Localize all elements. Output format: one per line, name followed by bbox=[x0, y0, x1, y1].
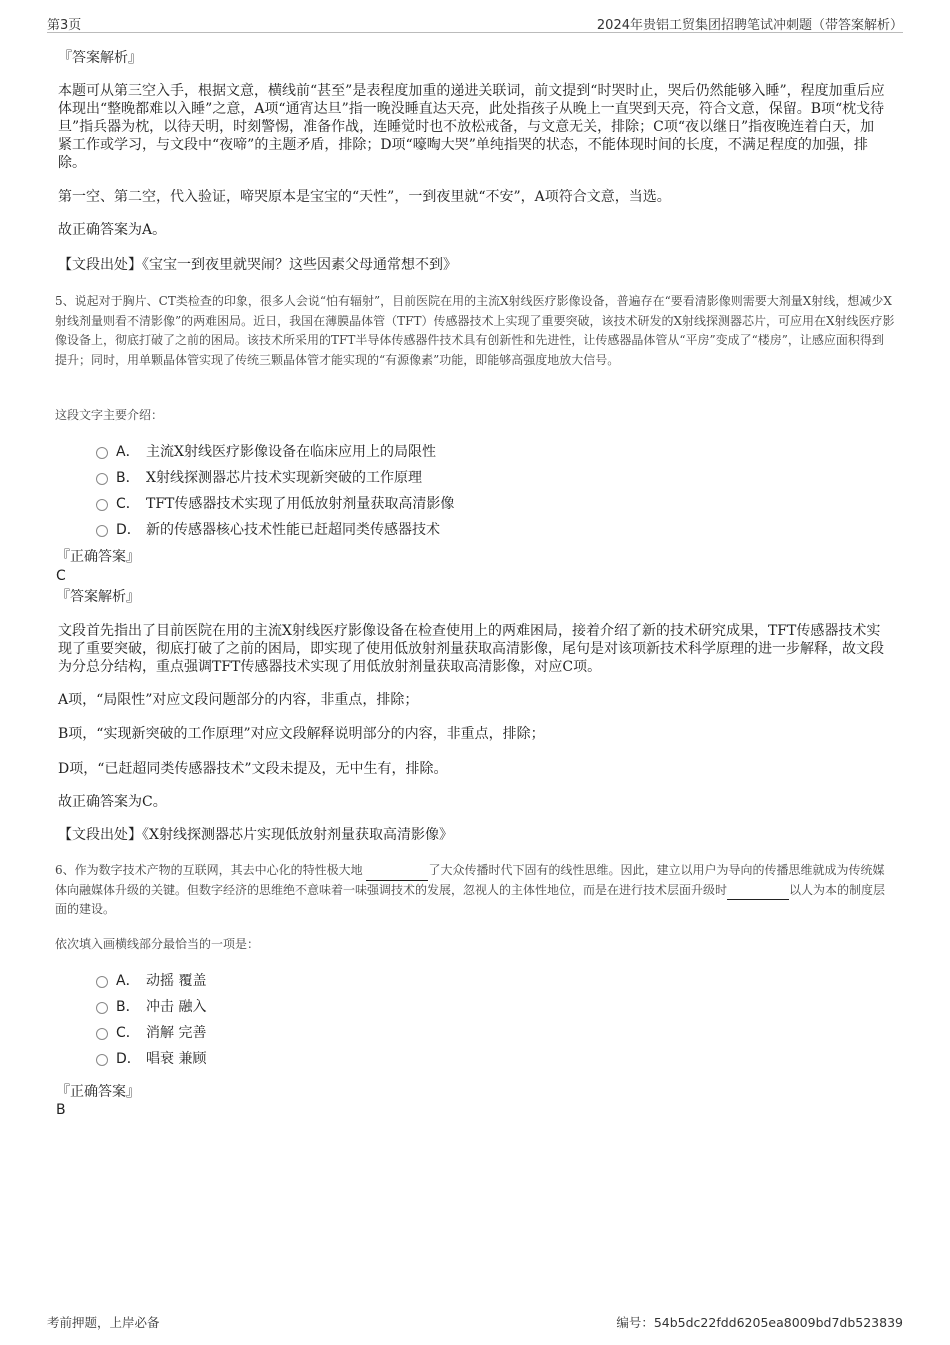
q5-option-d[interactable] bbox=[96, 516, 454, 542]
document-title: 2024年贵铝工贸集团招聘笔试冲刺题（带答案解析） bbox=[596, 18, 903, 33]
q5-answer: C bbox=[56, 568, 66, 584]
q5-conclusion: 故正确答案为C。 bbox=[58, 794, 167, 810]
q5-options bbox=[96, 438, 454, 542]
option-text: TFT传感器技术实现了用低放射剂量获取高清影像 bbox=[146, 496, 455, 512]
q5-source: 【文段出处】《X射线探测器芯片实现低放射剂量获取高清影像》 bbox=[58, 827, 453, 843]
option-text: X射线探测器芯片技术实现新突破的工作原理 bbox=[146, 470, 422, 486]
q5-prompt: 这段文字主要介绍： bbox=[55, 408, 164, 422]
q6-option-c[interactable] bbox=[96, 1019, 206, 1045]
option-letter: B． bbox=[116, 470, 140, 486]
radio-icon[interactable] bbox=[96, 976, 108, 988]
q6-stem-part2: 了大众传播时代下固有的线性思维。因此，建立以用户为导向的传播思维就成为传统媒体向融媒体升级的关键。但数字经济的思维绝不意味着一味强调技术的发展，忽视人的主体性地位，而是在进行技术层面升级时 bbox=[55, 863, 885, 897]
q6-options bbox=[96, 967, 206, 1071]
option-letter: B． bbox=[116, 999, 140, 1015]
radio-icon[interactable] bbox=[96, 1054, 108, 1066]
q6-stem-part1: 6、作为数字技术产物的互联网，其去中心化的特性极大地 bbox=[55, 863, 367, 877]
q6-stem-part3: 以人为本的制度层面的建设。 bbox=[55, 882, 886, 916]
q5-note-d: D项，“已赶超同类传感器技术”文段未提及，无中生有，排除。 bbox=[58, 761, 448, 777]
radio-icon[interactable] bbox=[96, 499, 108, 511]
option-letter: D． bbox=[116, 522, 141, 538]
option-text: 消解 完善 bbox=[146, 1025, 207, 1041]
q6-stem bbox=[55, 861, 895, 920]
q5-option-a[interactable] bbox=[96, 438, 454, 464]
q5-answer-heading: 『正确答案』 bbox=[56, 549, 140, 565]
q6-option-d[interactable] bbox=[96, 1045, 206, 1071]
q5-note-b: B项，“实现新突破的工作原理”对应文段解释说明部分的内容，非重点，排除； bbox=[58, 726, 545, 742]
document-id: 编号：54b5dc22fdd6205ea8009bd7db523839 bbox=[616, 1315, 903, 1330]
page-footer bbox=[47, 1313, 903, 1331]
page-header bbox=[47, 12, 903, 33]
q5-analysis-heading: 『答案解析』 bbox=[56, 589, 140, 605]
option-letter: A． bbox=[116, 444, 140, 460]
radio-icon[interactable] bbox=[96, 447, 108, 459]
radio-icon[interactable] bbox=[96, 473, 108, 485]
q4-source: 【文段出处】《宝宝一到夜里就哭闹？这些因素父母通常想不到》 bbox=[58, 257, 457, 273]
page-number: 第3页 bbox=[47, 18, 82, 33]
q5-stem: 5、说起对于胸片、CT类检查的印象，很多人会说“怕有辐射”，目前医院在用的主流X射线医疗影像设备，普遍存在“要看清影像则需要大剂量X射线，想减少X射线剂量则看不清影像”的两难困局。近日，我国在薄膜晶体管（TFT）传感器技术上实现了重要突破，该技术研发的X射线探测器芯片，可应用在X射线医疗影像设备上，彻底打破了之前的困局。该技术所采用的TFT半导体传感器件技术具有创新性和先进性，让传感器晶体管从“平房”变成了“楼房”，让感应面积得到提升；同时，用单颗晶体管实现了传统三颗晶体管才能实现的“有源像素”功能，即能够高强度地放大信号。 bbox=[55, 294, 895, 367]
q5-analysis-text: 文段首先指出了目前医院在用的主流X射线医疗影像设备在检查使用上的两难困局，接着介绍了新的技术研究成果，TFT传感器技术实现了重要突破，彻底打破了之前的困局，即实现了使用低放射剂量获取高清影像，尾句是对该项新技术科学原理的进一步解释，故文段为分总分结构，重点强调TFT传感器技术实现了用低放射剂量获取高清影像，对应C项。 bbox=[58, 623, 884, 675]
option-text: 新的传感器核心技术性能已赶超同类传感器技术 bbox=[146, 522, 440, 538]
q4-conclusion: 故正确答案为A。 bbox=[58, 222, 167, 238]
radio-icon[interactable] bbox=[96, 525, 108, 537]
q4-analysis-heading: 『答案解析』 bbox=[58, 50, 142, 66]
option-text: 冲击 融入 bbox=[146, 999, 207, 1015]
q5-option-c[interactable] bbox=[96, 490, 454, 516]
q5-option-b[interactable] bbox=[96, 464, 454, 490]
option-letter: C． bbox=[116, 1025, 140, 1041]
q6-blank-2 bbox=[727, 887, 789, 900]
q4-verify-text: 第一空、第二空，代入验证，啼哭原本是宝宝的“天性”，一到夜里就“不安”，A项符合文意，当选。 bbox=[58, 189, 671, 205]
q6-prompt: 依次填入画横线部分最恰当的一项是： bbox=[55, 937, 260, 951]
q6-option-a[interactable] bbox=[96, 967, 206, 993]
q5-note-a: A项，“局限性”对应文段问题部分的内容，非重点，排除； bbox=[58, 692, 419, 708]
q4-analysis-text: 本题可从第三空入手，根据文意，横线前“甚至”是表程度加重的递进关联词，前文提到“时哭时止，哭后仍然能够入睡”，程度加重后应体现出“整晚都难以入睡”之意，A项“通宵达旦”指一晚没睡直达天亮，此处指孩子从晚上一直哭到天亮，符合文意，保留。B项“枕戈待旦”指兵器为枕，以待天明，时刻警惕，准备作战，连睡觉时也不放松戒备，与文意无关，排除；C项“夜以继日”指夜晚连着白天，加紧工作或学习，与文段中“夜啼”的主题矛盾，排除；D项“嚎啕大哭”单纯指哭的状态，不能体现时间的长度，不满足程度的加强，排除。 bbox=[58, 83, 885, 171]
option-text: 唱衰 兼顾 bbox=[146, 1051, 207, 1067]
q6-option-b[interactable] bbox=[96, 993, 206, 1019]
radio-icon[interactable] bbox=[96, 1002, 108, 1014]
q6-blank-1 bbox=[366, 868, 428, 881]
option-letter: C． bbox=[116, 496, 140, 512]
q6-answer-heading: 『正确答案』 bbox=[56, 1084, 140, 1100]
option-text: 动摇 覆盖 bbox=[146, 973, 207, 989]
q6-answer: B bbox=[56, 1102, 66, 1118]
option-text: 主流X射线医疗影像设备在临床应用上的局限性 bbox=[146, 444, 436, 460]
radio-icon[interactable] bbox=[96, 1028, 108, 1040]
footer-slogan: 考前押题，上岸必备 bbox=[47, 1315, 160, 1330]
option-letter: D． bbox=[116, 1051, 141, 1067]
option-letter: A． bbox=[116, 973, 140, 989]
